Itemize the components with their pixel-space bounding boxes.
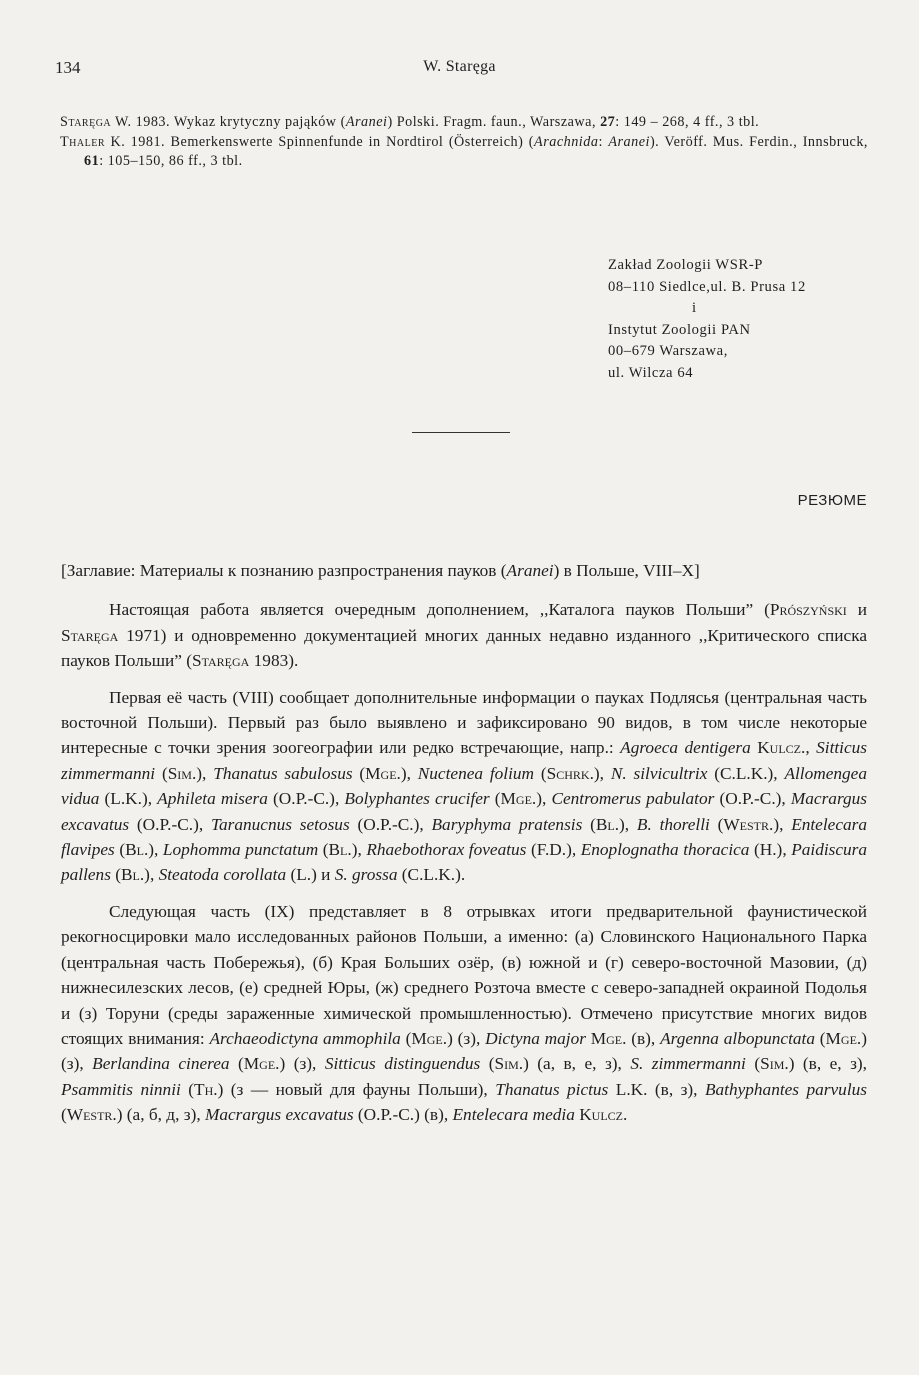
species-name: Sitticus distinguendus <box>324 1054 481 1074</box>
species-author: (Bl.) <box>115 865 150 885</box>
species-name: Lophomma punctatum <box>162 840 319 860</box>
species-name: Steatoda corollata <box>158 865 287 885</box>
species-name: Argenna albopunctata <box>660 1028 815 1048</box>
species-author: (O.P.-C.) <box>273 789 335 809</box>
species-author: (Sim.) <box>488 1054 529 1074</box>
reference-entry: Thaler K. 1981. Bemerkenswerte Spinnenfunde in Nordtirol (Österreich) (Arachnida: Aranei). Veröff. Mus. Ferdin., Innsbruck, 61: 105–150, 86 ff., 3 tbl. <box>60 133 868 169</box>
species-author: (Mge.) <box>359 763 407 783</box>
species-name: Centromerus pabulator <box>551 789 715 809</box>
cited-author: Staręga <box>61 625 119 645</box>
locality-codes: (в), <box>626 1028 661 1048</box>
separator: , <box>571 840 581 860</box>
affiliation-line: 08–110 Siedlce,ul. B. Prusa 12 <box>608 278 806 295</box>
species-name: Sitticus zimmermanni <box>61 738 868 783</box>
paragraph-1: Настоящая работа является очередным дополнением, ,,Каталога пауков Польши” (Prószyński и Staręga 1971) и одновременно документацией многих данных недавно изданного ,,Критического списка пауков Польши” (Staręga 1983). <box>61 600 867 671</box>
species-author: Kulcz. <box>757 738 806 758</box>
species-author: (Sim.) <box>161 763 203 783</box>
species-name: Macrargus excavatus <box>204 1105 354 1125</box>
locality-codes: (а, б, д, з), <box>122 1105 205 1125</box>
species-author: (Westr.) <box>61 1105 123 1125</box>
reference-volume: 61 <box>84 153 100 169</box>
locality-codes: (з), <box>452 1028 486 1048</box>
species-name: Agroeca dentigera <box>620 738 751 758</box>
reference-entry: Staręga W. 1983. Wykaz krytyczny pająków (Aranei) Polski. Fragm. faun., Warszawa, 27: 149 – 268, 4 ff., 3 tbl. <box>60 114 760 130</box>
species-name: Taranucnus setosus <box>210 814 350 834</box>
cited-author: Prószyński <box>769 600 847 620</box>
species-name: Bolyphantes crucifer <box>344 789 490 809</box>
species-author: L.K. <box>615 1079 648 1099</box>
locality-codes: (з), <box>61 1054 93 1074</box>
species-author: (Mge.) <box>238 1054 286 1074</box>
separator: , <box>599 763 611 783</box>
affiliation-line: 00–679 Warszawa, <box>608 343 729 359</box>
locality-codes: (в, е, з), <box>794 1054 868 1074</box>
species-author: (L.K.) <box>104 789 148 809</box>
species-author: (O.P.-C.) <box>357 814 420 834</box>
author-affiliation <box>608 255 806 384</box>
species-author: (H.) <box>754 840 783 860</box>
species-name: S. zimmermanni <box>630 1054 746 1074</box>
separator: , <box>149 865 159 885</box>
reference-author: Staręga <box>60 114 112 130</box>
running-head: W. Staręga <box>423 58 496 75</box>
species-name: Enoplognatha thoracica <box>580 840 750 860</box>
separator: , <box>334 789 345 809</box>
species-name: Aphileta misera <box>157 789 268 809</box>
locality-codes: (в, з), <box>647 1079 705 1099</box>
separator: , <box>198 814 211 834</box>
separator: , <box>357 840 367 860</box>
species-name: Paidiscura pallens <box>61 840 868 885</box>
reference-volume: 27 <box>600 114 616 130</box>
species-name: Archaeodictyna ammophila <box>209 1028 401 1048</box>
species-name: Macrargus excavatus <box>61 789 868 834</box>
species-name: Dictyna major <box>485 1028 586 1048</box>
species-author: (Bl.) <box>322 840 358 860</box>
species-name: Entelecara flavipes <box>61 814 868 860</box>
paragraph-2: Первая её часть (VIII) сообщает дополнительные информации о пауках Подлясья (центральная часть восточной Польши). Первый раз было выявлено и зафиксировано 90 видов, в том числе некоторые интересные с точки зрения зоогеографии или редко встречающие, напр.: Agroeca dentigera Kulcz., Sitticus zimmermanni (Sim.), Thanatus sabulosus (Mge.), Nuctenea folium (Schrk.), N. silvicultrix (C.L.K.), Allomengea vidua (L.K.), Aphileta misera (O.P.-C.), Bolyphantes crucifer (Mge.), Centromerus pabulator (O.P.-C.), Macrargus excavatus (O.P.-C.), Taranucnus setosus (O.P.-C.), Baryphyma pratensis (Bl.), B. thorelli (Westr.), Entelecara flavipes (Bl.), Lophomma punctatum (Bl.), Rhaebothorax foveatus (F.D.), Enoplognatha thoracica (H.), Paidiscura pallens (Bl.), Steatoda corollata (L.) и S. grossa (C.L.K.). <box>61 687 868 885</box>
species-name: N. silvicultrix <box>610 763 708 783</box>
locality-codes: (з), <box>285 1054 325 1074</box>
species-author: (O.P.-C.) <box>357 1105 420 1125</box>
paragraph-3: Следующая часть (IX) представляет в 8 отрывках итоги предварительной фаунистической рекогносцировки мало исследованных районов Польши, а именно: (а) Словинского Национального Парка (центральная часть Побережья), (б) Края Больших озёр, (в) южной и (г) северо-восточной Мазовии, (д) нижнесилезских лесов, (е) средней Юры, (ж) среднего Розточа вместе с северо-западней окраиной Подолья и (з) Торуни (среды зараженные химической промышленностью). Отмечено присутствие многих видов стоящих внимания: Archaeodictyna ammophila (Mge.) (з), Dictyna major Mge. (в), Argenna albopunctata (Mge.) (з), Berlandina cinerea (Mge.) (з), Sitticus distinguendus (Sim.) (а, в, е, з), S. zimmermanni (Sim.) (в, е, з), Psammitis ninnii (Th.) (з — новый для фауны Польши), Thanatus pictus L.K. (в, з), Bathyphantes parvulus (Westr.) (а, б, д, з), Macrargus excavatus (O.P.-C.) (в), Entelecara media Kulcz. <box>61 901 868 1125</box>
separator: и <box>316 865 335 885</box>
separator: , <box>773 763 785 783</box>
separator: , <box>147 789 158 809</box>
species-author: (F.D.) <box>530 840 572 860</box>
species-name: Thanatus sabulosus <box>213 763 353 783</box>
separator: , <box>624 814 637 834</box>
species-name: Berlandina cinerea <box>92 1054 230 1074</box>
species-name: S. grossa <box>334 865 398 885</box>
separator: , <box>782 840 792 860</box>
species-author: Kulcz. <box>579 1105 628 1125</box>
separator: , <box>805 738 817 758</box>
species-author: (Bl.) <box>119 840 155 860</box>
species-author: (Th.) <box>188 1079 224 1099</box>
species-name: B. thorelli <box>636 814 710 834</box>
separator: . <box>460 865 466 885</box>
affiliation-line: i <box>692 300 697 316</box>
separator: , <box>406 763 418 783</box>
title-paragraph: [Заглавие: Материалы к познанию разпространения пауков (Aranei) в Польше, VIII–X] <box>61 561 700 580</box>
affiliation-line: Instytut Zoologii PAN <box>608 321 751 338</box>
species-author: (Mge.) <box>494 789 542 809</box>
species-author: (Bl.) <box>590 814 625 834</box>
separator: , <box>154 840 163 860</box>
species-author: (O.P.-C.) <box>136 814 199 834</box>
species-name: Baryphyma pratensis <box>431 814 583 834</box>
locality-codes: (а, в, е, з), <box>528 1054 631 1074</box>
references <box>60 113 868 172</box>
resume-body <box>61 558 867 1139</box>
species-name: Entelecara media <box>452 1105 575 1125</box>
affiliation-line: Zakład Zoologii WSR-P <box>608 257 764 273</box>
affiliation-line: ul. Wilcza 64 <box>608 364 694 381</box>
species-name: Nuctenea folium <box>417 763 535 783</box>
reference-author: Thaler <box>60 133 105 150</box>
species-author: (Sim.) <box>754 1054 795 1074</box>
species-author: (L.) <box>290 865 317 885</box>
species-name: Rhaebothorax foveatus <box>366 840 527 860</box>
cited-author: Staręga <box>192 651 250 671</box>
locality-codes: (в), <box>419 1105 453 1125</box>
species-author: (Mge.) <box>819 1028 867 1048</box>
locality-codes: (з — новый для фауны Польши), <box>223 1079 496 1099</box>
separator: , <box>781 789 791 809</box>
species-name: Thanatus pictus <box>495 1079 609 1099</box>
page-header <box>55 58 864 82</box>
species-author: (Schrk.) <box>540 763 600 783</box>
separator: , <box>779 814 792 834</box>
separator: , <box>202 763 214 783</box>
species-author: (Westr.) <box>717 814 780 834</box>
species-name: Allomengea vidua <box>61 763 867 809</box>
page-number: 134 <box>55 58 81 77</box>
species-author: (C.L.K.) <box>401 865 461 885</box>
separator: , <box>419 814 432 834</box>
section-divider <box>412 432 510 433</box>
species-author: (C.L.K.) <box>714 763 774 783</box>
separator: , <box>542 789 552 809</box>
species-name: Psammitis ninnii <box>61 1079 181 1099</box>
species-name: Bathyphantes parvulus <box>704 1079 867 1099</box>
species-author: (Mge.) <box>405 1028 453 1048</box>
resume-heading: РЕЗЮМЕ <box>797 492 867 509</box>
species-author: (O.P.-C.) <box>719 789 782 809</box>
species-author: Mge. <box>590 1028 627 1048</box>
